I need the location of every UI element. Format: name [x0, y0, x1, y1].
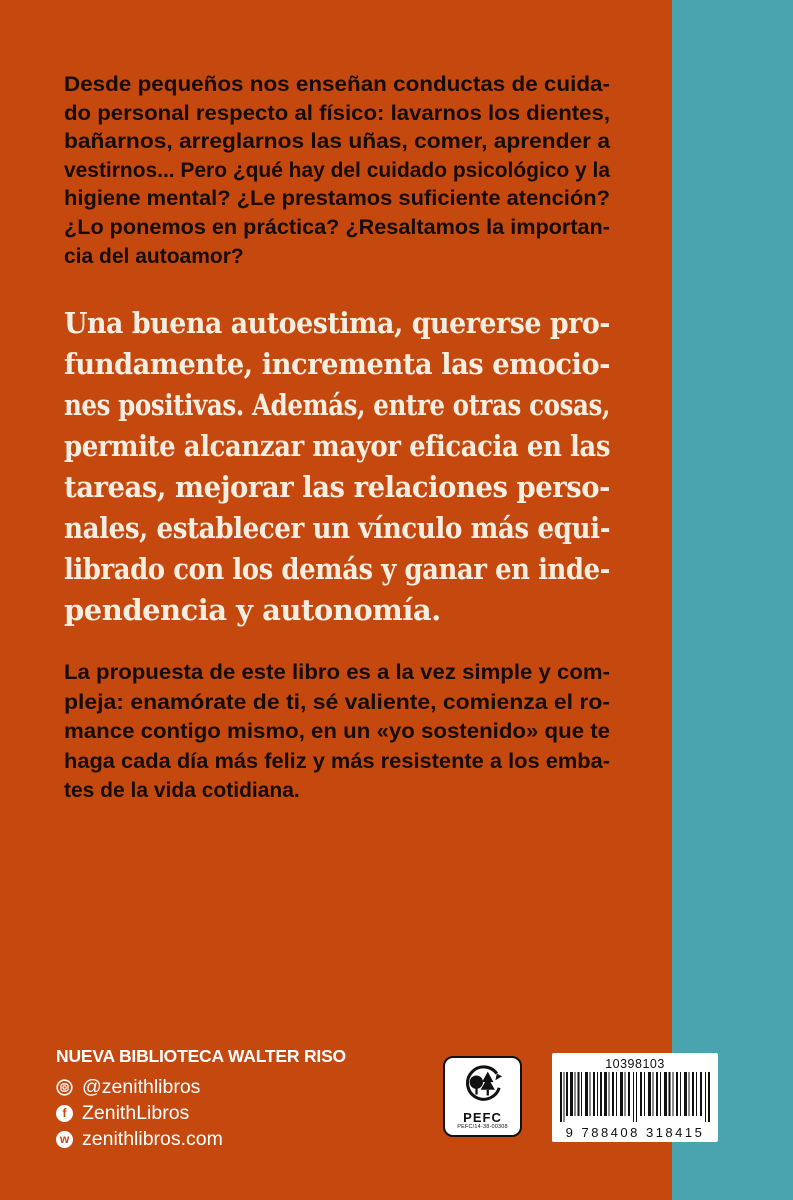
paragraph-line: mance contigo mismo, en un «yo sostenido» que te — [64, 720, 610, 744]
pefc-certificate-number: PEFC/14-38-00308 — [457, 1124, 508, 1130]
paragraph-line: higiene mental? ¿Le prestamos suficiente atención? — [64, 187, 610, 211]
paragraph-line: bañarnos, arreglarnos las uñas, comer, aprender a — [64, 130, 610, 154]
barcode-bars-icon — [560, 1072, 710, 1127]
footer-publisher-block — [56, 1046, 346, 1152]
paragraph-line: La propuesta de este libro es a la vez simple y com- — [64, 661, 610, 684]
instagram-handle: @zenithlibros — [82, 1075, 201, 1098]
closing-paragraph — [64, 658, 610, 806]
paragraph-line: ¿Lo ponemos en práctica? ¿Resaltamos la importan- — [64, 215, 610, 239]
pull-quote-paragraph — [64, 303, 610, 631]
instagram-icon — [56, 1079, 73, 1096]
pefc-certification-mark — [443, 1056, 522, 1137]
paragraph-line: cia del autoamor? — [64, 244, 244, 268]
paragraph-line: pleja: enamórate de ti, sé valiente, comienza el ro- — [64, 690, 610, 714]
paragraph-line: tes de la vida cotidiana. — [64, 779, 300, 803]
paragraph-line: Desde pequeños nos enseñan conductas de cuida- — [64, 73, 610, 96]
paragraph-line: pendencia y autonomía. — [64, 593, 441, 627]
facebook-icon: f — [56, 1105, 73, 1122]
social-links — [56, 1074, 346, 1152]
paragraph-line: Una buena autoestima, quererse pro- — [64, 306, 610, 340]
instagram-row — [56, 1074, 346, 1100]
paragraph-line: librado con los demás y ganar en inde- — [64, 552, 610, 586]
website-row — [56, 1126, 346, 1152]
paragraph-line: tareas, mejorar las relaciones perso- — [64, 470, 610, 504]
paragraph-line: permite alcanzar mayor eficacia en las — [64, 429, 610, 463]
paragraph-line: haga cada día más feliz y más resistente a los emba- — [64, 749, 610, 773]
paragraph-line: nes positivas. Además, entre otras cosas, — [64, 388, 610, 422]
website-icon: w — [56, 1131, 73, 1148]
isbn-digits: 9 788408 318415 — [565, 1125, 705, 1140]
series-title: NUEVA BIBLIOTECA WALTER RISO — [56, 1046, 346, 1066]
paragraph-line: do personal respecto al físico: lavarnos los dientes, — [64, 101, 610, 125]
isbn-barcode — [552, 1053, 718, 1142]
paragraph-line: fundamente, incrementa las emocio- — [64, 347, 610, 381]
paragraph-line: nales, establecer un vínculo más equi- — [64, 511, 610, 545]
pefc-label: PEFC — [463, 1110, 502, 1125]
paragraph-line: vestirnos... Pero ¿qué hay del cuidado psicológico y la — [64, 158, 610, 182]
intro-paragraph — [64, 71, 610, 271]
barcode-top-number: 10398103 — [605, 1057, 665, 1071]
website-url: zenithlibros.com — [82, 1127, 223, 1150]
teal-side-stripe — [672, 0, 793, 1200]
pefc-trees-icon — [462, 1065, 504, 1110]
facebook-row — [56, 1100, 346, 1126]
facebook-handle: ZenithLibros — [82, 1101, 190, 1124]
